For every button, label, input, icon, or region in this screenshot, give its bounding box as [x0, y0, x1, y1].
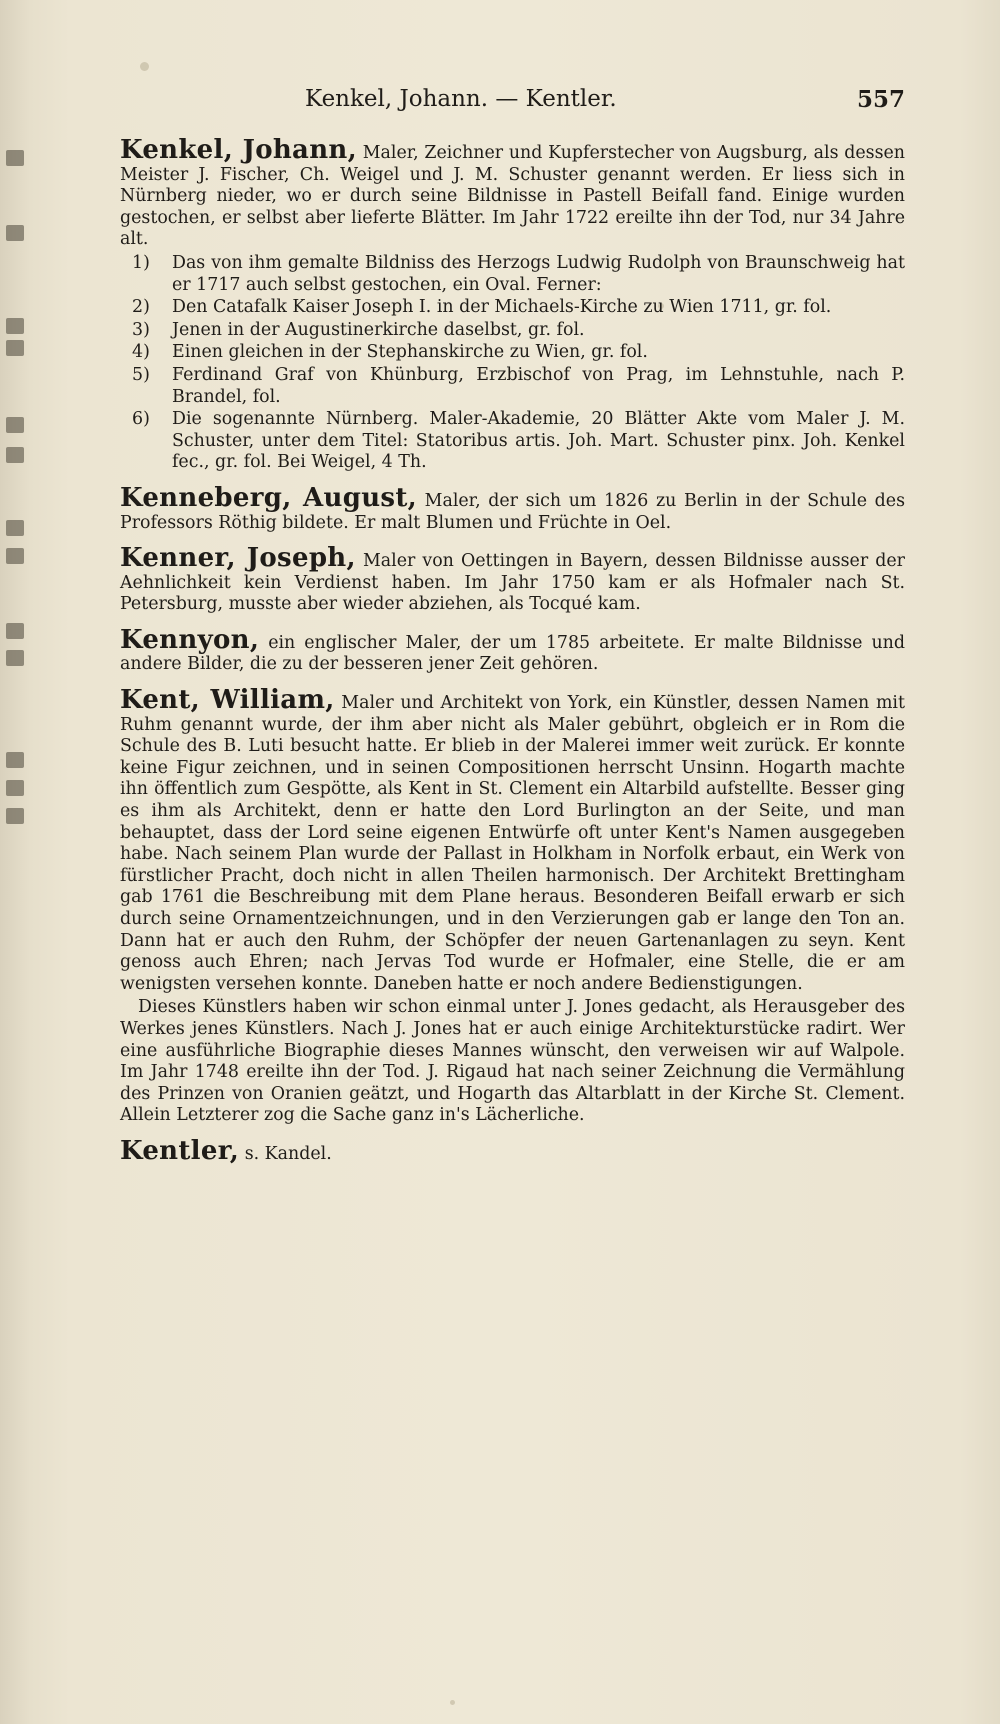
dictionary-body [120, 135, 906, 1180]
header-title: Kenkel, Johann. — Kentler. [305, 86, 617, 112]
entry-kent [120, 685, 905, 1127]
entry-name: Kenneberg, August, [120, 482, 417, 513]
paper-spot [140, 62, 149, 71]
list-item [120, 297, 905, 319]
entry-paragraph: Dieses Künstlers haben wir schon einmal unter J. Jones gedacht, als Herausgeber des Werkes jenes Künstlers. Nach J. Jones hat er auch einige Architekturstücke radirt. Wer eine ausführliche Biographie dieses Mannes wünscht, den verweisen wir auf Walpole. Im Jahr 1748 ereilte ihn der Tod. J. Rigaud hat nach seiner Zeichnung die Vermählung des Prinzen von Oranien geätzt, und Hogarth das Altarblatt in der Kirche St. Clement. Allein Letzterer zog die Sache ganz in's Lächerliche. [120, 997, 905, 1126]
margin-mark [6, 752, 24, 768]
paper-spot [450, 1700, 455, 1705]
entry-kenkel [120, 135, 906, 474]
margin-mark [6, 520, 24, 536]
entry-name: Kenner, Joseph, [120, 543, 356, 574]
margin-mark [6, 623, 24, 639]
list-item [120, 320, 905, 342]
item-text: Die sogenannte Nürnberg. Maler-Akademie, 20 Blätter Akte vom Maler J. M. Schuster, unter dem Titel: Statoribus artis. Joh. Mart. Schuster pinx. Joh. Kenkel fec., gr. fol. Bei Weigel, 4 Th. [172, 409, 905, 473]
entry-name: Kent, William, [120, 685, 335, 716]
margin-mark [6, 225, 24, 241]
margin-mark [6, 548, 24, 564]
entry-name: Kenkel, Johann, [120, 135, 357, 165]
margin-mark [6, 447, 24, 463]
entry-text: Maler, der sich um 1826 zu Berlin in der Schule des Professors Röthig bildete. Er malt Blumen und Früchte in Oel. [120, 490, 905, 533]
entry-text: Maler und Architekt von York, ein Künstler, dessen Namen mit Ruhm genannt wurde, der ihm aber nicht als Maler gebührt, obgleich er in Rom die Schule des B. Luti besucht hatte. Er blieb in der Malerei immer weit zurück. Er konnte keine Figur zeichnen, und in seinen Compositionen herrscht Unsinn. Hogarth machte ihn öffentlich zum Gespötte, als Kent in St. Clement ein Altarbild aufstellte. Besser ging es ihm als Architekt, denn er hatte den Lord Burlington an der Seite, und man behauptet, dass der Lord seine eigenen Entwürfe oft unter Kent's Namen ausgegeben habe. Nach seinem Plan wurde der Pallast in Holkham in Norfolk erbaut, ein Werk von fürstlicher Pracht, doch nicht in allen Theilen harmonisch. Der Architekt Brettingham gab 1761 die Beschreibung mit dem Plane heraus. Besonderen Beifall erwarb er sich durch seine Ornamentzeichnungen, und in den Verzierungen gab er lange den Ton an. Dann hat er auch den Ruhm, der Schöpfer der neuen Gartenanlagen zu seyn. Kent genoss auch Ehren; nach Jervas Tod wurde er Hofmaler, eine Stelle, die er am wenigsten versehen konnte. Daneben hatte er noch andere Bedienstigungen. [120, 693, 905, 994]
margin-mark [6, 650, 24, 666]
list-item [120, 365, 905, 408]
entry-name: Kennyon, [120, 624, 260, 655]
list-item [120, 409, 905, 474]
item-text: Den Catafalk Kaiser Joseph I. in der Michaels-Kirche zu Wien 1711, gr. fol. [172, 297, 832, 318]
entry-name: Kentler, [120, 1135, 240, 1166]
item-text: Einen gleichen in der Stephanskirche zu Wien, gr. fol. [172, 342, 648, 363]
entry-text: Maler von Oettingen in Bayern, dessen Bildnisse ausser der Aehnlichkeit kein Verdienst haben. Im Jahr 1750 kam er als Hofmaler nach St. Petersburg, musste aber wieder abziehen, als Tocqué kam. [120, 551, 905, 615]
list-item [120, 342, 905, 364]
entry-kenneberg [120, 482, 905, 534]
entry-text: ein englischer Maler, der um 1785 arbeitete. Er malte Bildnisse und andere Bilder, die zu der besseren jener Zeit gehören. [120, 632, 905, 675]
binding-edge-marks [0, 0, 40, 1724]
entry-kennyon [120, 624, 905, 676]
item-text: Ferdinand Graf von Khünburg, Erzbischof von Prag, im Lehnstuhle, nach P. Brandel, fol. [172, 364, 905, 407]
list-item [120, 253, 905, 296]
item-number: 1) [132, 252, 150, 273]
works-list [120, 253, 905, 474]
entry-text: s. Kandel. [244, 1143, 332, 1164]
item-number: 3) [132, 319, 150, 340]
margin-mark [6, 318, 24, 334]
margin-mark [6, 780, 24, 796]
item-text: Jenen in der Augustinerkirche daselbst, gr. fol. [172, 319, 585, 340]
margin-mark [6, 417, 24, 433]
item-number: 2) [132, 297, 150, 318]
margin-mark [6, 808, 24, 824]
item-number: 6) [132, 409, 150, 430]
running-header [120, 86, 905, 126]
item-number: 4) [132, 342, 150, 363]
entry-kenner [120, 543, 905, 616]
margin-mark [6, 150, 24, 166]
item-text: Das von ihm gemalte Bildniss des Herzogs Ludwig Rudolph von Braunschweig hat er 1717 auch selbst gestochen, ein Oval. Ferner: [172, 252, 905, 295]
entry-kentler [120, 1135, 905, 1166]
item-number: 5) [132, 364, 150, 385]
entry-text: Maler, Zeichner und Kupferstecher von Augsburg, als dessen Meister J. Fischer, Ch. Weigel und J. M. Schuster genannt werden. Er liess sich in Nürnberg nieder, wo er durch seine Bildnisse in Pastell Beifall fand. Einige wurden gestochen, er selbst aber lieferte Blätter. Im Jahr 1722 ereilte ihn der Tod, nur 34 Jahre alt. [120, 143, 906, 250]
page-number: 557 [856, 86, 905, 113]
margin-mark [6, 340, 24, 356]
